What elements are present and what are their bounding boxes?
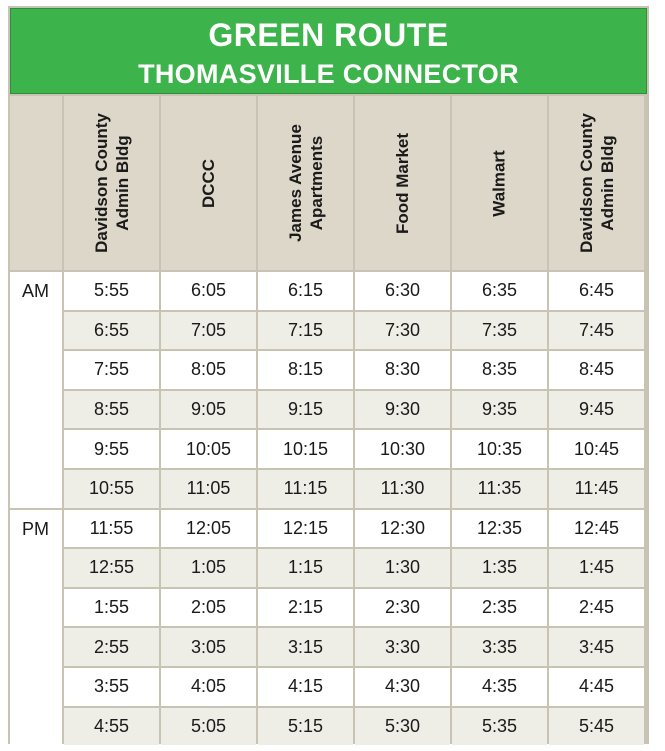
am-block [10,272,62,508]
time-cell: 5:05 [161,708,256,746]
time-cell: 11:15 [258,470,353,508]
time-cell: 2:15 [258,589,353,627]
stop-name-line: Walmart [489,149,509,217]
stop-name [198,158,219,207]
time-cell: 2:55 [64,628,159,666]
time-cell: 7:05 [161,312,256,350]
time-cell: 8:30 [355,351,450,389]
stop-name-line: Davidson County [91,113,111,253]
time-cell: 4:45 [549,668,644,706]
time-cell: 3:30 [355,628,450,666]
time-cell: 1:55 [64,589,159,627]
stop-name-line: James Avenue [285,124,305,242]
time-cell: 5:15 [258,708,353,746]
time-cell: 10:45 [549,430,644,468]
time-cell: 12:30 [355,510,450,548]
time-cell: 2:05 [161,589,256,627]
time-cell: 6:55 [64,312,159,350]
time-cell: 7:30 [355,312,450,350]
stop-name [392,132,413,233]
time-cell: 12:55 [64,549,159,587]
time-cell: 9:30 [355,391,450,429]
time-cell: 5:30 [355,708,450,746]
stop-header-cell [258,96,353,270]
time-cell: 11:30 [355,470,450,508]
stop-name [285,124,327,242]
time-cell: 9:35 [452,391,547,429]
time-cell: 7:35 [452,312,547,350]
stop-name-line: Admin Bldg [112,135,132,231]
stop-name-line: Food Market [393,132,412,234]
time-cell: 6:05 [161,272,256,310]
time-cell: 11:35 [452,470,547,508]
am-label: AM [22,281,49,301]
time-cell: 7:15 [258,312,353,350]
time-cell: 11:55 [64,510,159,548]
time-cell: 2:35 [452,589,547,627]
time-cell: 8:35 [452,351,547,389]
time-cell: 3:45 [549,628,644,666]
time-cell: 4:30 [355,668,450,706]
time-cell: 1:05 [161,549,256,587]
stop-header-cell [64,96,159,270]
stop-name-line: DCCC [198,158,218,208]
time-cell: 6:15 [258,272,353,310]
time-cell: 12:15 [258,510,353,548]
time-cell: 6:35 [452,272,547,310]
time-cell: 6:45 [549,272,644,310]
time-cell: 1:15 [258,549,353,587]
time-cell: 12:05 [161,510,256,548]
pm-block [10,510,62,746]
time-cell: 11:05 [161,470,256,508]
stop-name [576,113,618,253]
time-cell: 4:05 [161,668,256,706]
time-cell: 4:35 [452,668,547,706]
time-cell: 9:15 [258,391,353,429]
route-header [10,8,647,94]
header-corner-cell [10,96,62,270]
time-cell: 3:05 [161,628,256,666]
time-cell: 5:35 [452,708,547,746]
time-cell: 8:55 [64,391,159,429]
time-cell: 2:30 [355,589,450,627]
stop-name-line: Davidson County [576,113,596,253]
stop-name [489,150,510,216]
time-cell: 8:15 [258,351,353,389]
time-cell: 2:45 [549,589,644,627]
time-cell: 7:55 [64,351,159,389]
time-cell: 11:45 [549,470,644,508]
time-cell: 6:30 [355,272,450,310]
time-cell: 10:55 [64,470,159,508]
time-cell: 3:55 [64,668,159,706]
pm-label: PM [22,518,49,539]
route-subtitle: THOMASVILLE CONNECTOR [138,59,519,89]
time-cell: 1:35 [452,549,547,587]
stop-header-cell [452,96,547,270]
time-cell: 9:55 [64,430,159,468]
time-cell: 8:45 [549,351,644,389]
time-cell: 10:35 [452,430,547,468]
time-cell: 9:45 [549,391,644,429]
time-cell: 10:05 [161,430,256,468]
schedule-table [8,6,649,744]
time-cell: 3:35 [452,628,547,666]
time-cell: 8:05 [161,351,256,389]
time-cell: 4:55 [64,708,159,746]
stop-header-cell [355,96,450,270]
time-cell: 5:45 [549,708,644,746]
route-title: GREEN ROUTE [208,17,449,53]
stop-name-line: Admin Bldg [597,135,617,231]
stop-name [91,113,133,253]
time-cell: 9:05 [161,391,256,429]
time-cell: 5:55 [64,272,159,310]
stop-header-cell [161,96,256,270]
stop-header-cell [549,96,644,270]
stop-name-line: Apartments [306,135,326,231]
time-cell: 12:45 [549,510,644,548]
time-cell: 7:45 [549,312,644,350]
time-cell: 1:45 [549,549,644,587]
time-cell: 1:30 [355,549,450,587]
time-cell: 10:15 [258,430,353,468]
time-cell: 10:30 [355,430,450,468]
time-cell: 12:35 [452,510,547,548]
time-cell: 3:15 [258,628,353,666]
time-cell: 4:15 [258,668,353,706]
